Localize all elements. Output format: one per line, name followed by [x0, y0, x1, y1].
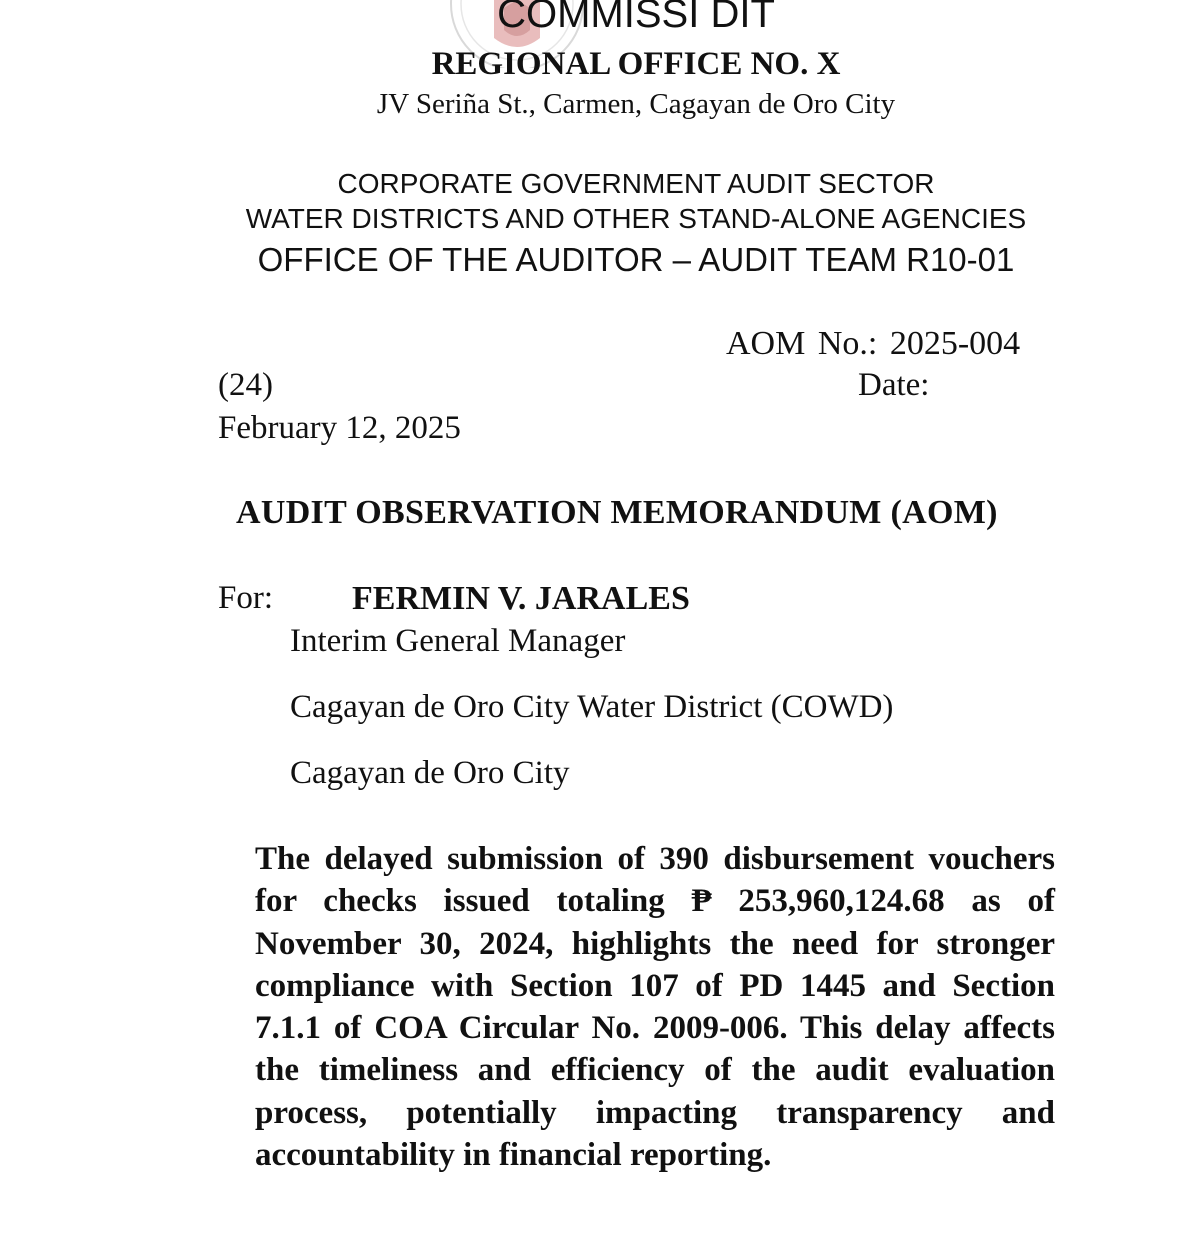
aom-sequence: (24)	[218, 367, 273, 403]
for-label: For:	[218, 580, 274, 616]
date-label: Date:	[858, 367, 930, 403]
sector-line-1: CORPORATE GOVERNMENT AUDIT SECTOR	[337, 168, 935, 199]
regional-office: REGIONAL OFFICE NO. X	[431, 46, 841, 82]
observation-paragraph: The delayed submission of 390 disbursement vouchers for checks issued totaling ₱ 253,960,124.68 as of November 30, 2024, highlights the need for stronger compliance with Section 107 of PD 1445 and Section 7.1.1 of COA Circular No. 2009-006. This delay affects the timeliness and efficiency of the audit evaluation process, potentially impacting transparency and accountability in financial reporting.	[255, 841, 1055, 1174]
addressee-name: FERMIN V. JARALES	[352, 580, 690, 617]
agency-name: COMMISSI DIT	[497, 0, 775, 36]
sector-line-2: WATER DISTRICTS AND OTHER STAND-ALONE AGENCIES	[245, 203, 1027, 234]
addressee-position: Interim General Manager	[290, 623, 626, 659]
addressee-agency: Cagayan de Oro City Water District (COWD)	[290, 689, 894, 725]
document-title: AUDIT OBSERVATION MEMORANDUM (AOM)	[236, 494, 998, 531]
aom-date: February 12, 2025	[218, 410, 461, 446]
aom-number: AOM No.: 2025-004	[726, 325, 1021, 362]
office-address: JV Seriña St., Carmen, Cagayan de Oro City	[376, 88, 896, 120]
addressee-city: Cagayan de Oro City	[290, 755, 570, 791]
office-of-auditor-line: OFFICE OF THE AUDITOR – AUDIT TEAM R10-01	[257, 241, 1015, 278]
